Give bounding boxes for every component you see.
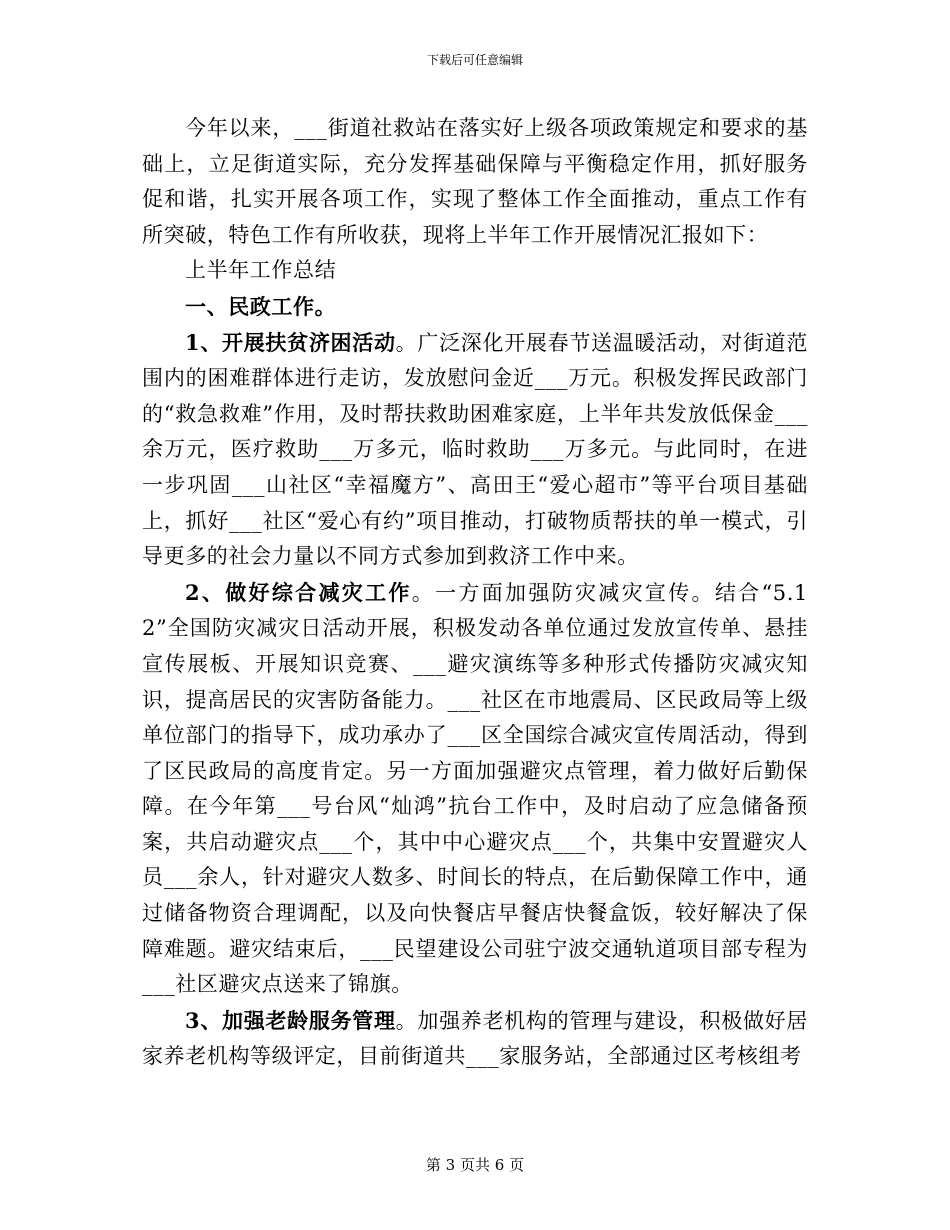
page-footer: 第 3 页共 6 页 (425, 1156, 525, 1174)
paragraph-lead-poverty-relief: 1、开展扶贫济困活动 (185, 329, 396, 355)
paragraph-lead-elderly-services: 3、加强老龄服务管理 (185, 1007, 396, 1033)
paragraph-poverty-relief (142, 325, 808, 575)
paragraph-disaster-reduction (142, 575, 808, 1003)
paragraph-elderly-services (142, 1003, 808, 1075)
paragraph-body-disaster-reduction: 。一方面加强防灾减灾宣传。结合“5.12”全国防灾减灾日活动开展，积极发动各单位通过发放宣传单、悬挂宣传展板、开展知识竞赛、___避灾演练等多种形式传播防灾减灾知识，提高居民的灾害防备能力。___社区在市地震局、区民政局等上级单位部门的指导下，成功承办了___区全国综合减灾宣传周活动，得到了区民政局的高度肯定。另一方面加强避灾点管理，着力做好后勤保障。在今年第___号台风“灿鸿”抗台工作中，及时启动了应急储备预案，共启动避灾点___个，其中中心避灾点___个，共集中安置避灾人员___余人，针对避灾人数多、时间长的特点，在后勤保障工作中，通过储备物资合理调配，以及向快餐店早餐店快餐盒饭，较好解决了保障难题。避灾结束后，___民望建设公司驻宁波交通轨道项目部专程为___社区避灾点送来了锦旗。 (142, 580, 808, 997)
paragraph-body-elderly-services: 。加强养老机构的管理与建设，积极做好居家养老机构等级评定，目前街道共___家服务站，全部通过区考核组考 (142, 1008, 808, 1069)
paragraph-lead-disaster-reduction: 2、做好综合减灾工作 (185, 579, 412, 605)
paragraph-body-poverty-relief: 。广泛深化开展春节送温暖活动，对街道范围内的困难群体进行走访，发放慰问金近___万元。积极发挥民政部门的“救急救难”作用，及时帮扶救助困难家庭，上半年共发放低保金___余万元，医疗救助___万多元，临时救助___万多元。与此同时，在进一步巩固___山社区“幸福魔方”、高田王“爱心超市”等平台项目基础上，抓好___社区“爱心有约”项目推动，打破物质帮扶的单一模式，引导更多的社会力量以不同方式参加到救济工作中来。 (142, 330, 808, 569)
page-header: 下载后可任意编辑 (426, 53, 523, 67)
summary-title: 上半年工作总结 (185, 258, 337, 283)
intro-paragraph: 今年以来，___街道社救站在落实好上级各项政策规定和要求的基础上，立足街道实际，充分发挥基础保障与平衡稳定作用，抓好服务促和谐，扎实开展各项工作，实现了整体工作全面推动，重点工作有所突破，特色工作有所收获，现将上半年工作开展情况汇报如下： (142, 116, 808, 247)
section-heading-civil-affairs: 一、民政工作。 (185, 293, 337, 319)
document-body (142, 111, 808, 1075)
